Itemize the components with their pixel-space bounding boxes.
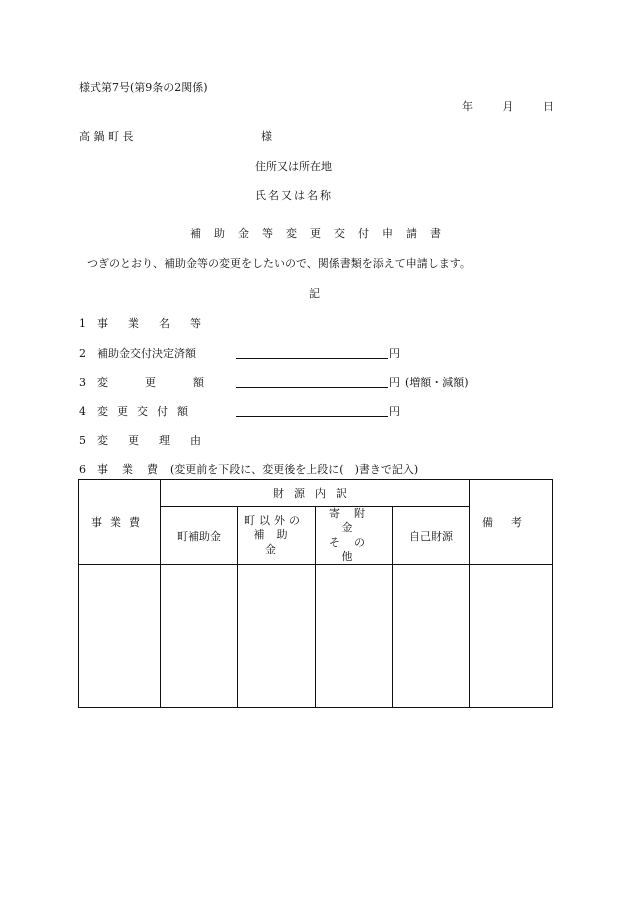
form-number: 様式第7号(第9条の2関係) [79,81,208,94]
addressee-name: 高 鍋 町 長 [79,130,134,143]
document-title: 補助金等変更交付申請書 [190,227,454,240]
cell-donation-other[interactable] [316,565,393,708]
intro-text: つぎのとおり、補助金等の変更をしたいので、関係書類を添えて申請します。 [87,257,471,270]
item-3-unit: 円 [389,376,400,389]
item-5-label: 変更理由 [97,434,221,447]
item-2-number: 2 [79,347,86,360]
cell-project-cost[interactable] [79,565,161,708]
header-funding-breakdown: 財源内訳 [161,480,470,507]
item-4-label: 変更交付額 [97,405,197,418]
year-label: 年 [462,100,473,113]
item-6-number: 6 [79,463,86,476]
item-4-unit: 円 [389,405,400,418]
name-label: 氏名又は名称 [255,189,333,202]
item-6-note: (変更前を下段に、変更後を上段に( )書きで記入) [170,463,419,476]
addressee-honorific: 様 [261,130,272,143]
item-3-blank[interactable] [236,387,388,388]
day-label: 日 [543,100,554,113]
header-remarks: 備考 [470,480,553,565]
cell-own-funds[interactable] [393,565,470,708]
project-cost-table [78,479,553,708]
header-other-subsidy: 町以外の 補助金 [238,507,316,565]
month-label: 月 [502,100,514,113]
item-4-number: 4 [79,405,86,418]
cell-other-subsidy[interactable] [238,565,316,708]
item-1-label: 事業名等 [97,317,221,330]
address-label: 住所又は所在地 [255,160,332,173]
item-3-note: (増額・減額) [405,376,469,389]
item-2-unit: 円 [389,347,400,360]
item-6-label: 事業費 [97,463,172,476]
item-3-number: 3 [79,376,86,389]
cell-remarks[interactable] [470,565,553,708]
table-row [79,565,553,708]
date-field [462,101,554,112]
header-project-cost: 事業費 [79,480,161,565]
item-4-blank[interactable] [236,416,388,417]
item-3-label: 変更額 [97,376,241,389]
item-2-blank[interactable] [236,358,388,359]
ki-label: 記 [309,287,320,300]
header-town-subsidy: 町補助金 [161,507,238,565]
item-2-label: 補助金交付決定済額 [97,347,196,360]
header-own-funds: 自己財源 [393,507,470,565]
cell-town-subsidy[interactable] [161,565,238,708]
item-5-number: 5 [79,434,86,447]
header-donation-other: 寄附金 その他 [316,507,393,565]
item-1-number: 1 [79,317,86,330]
